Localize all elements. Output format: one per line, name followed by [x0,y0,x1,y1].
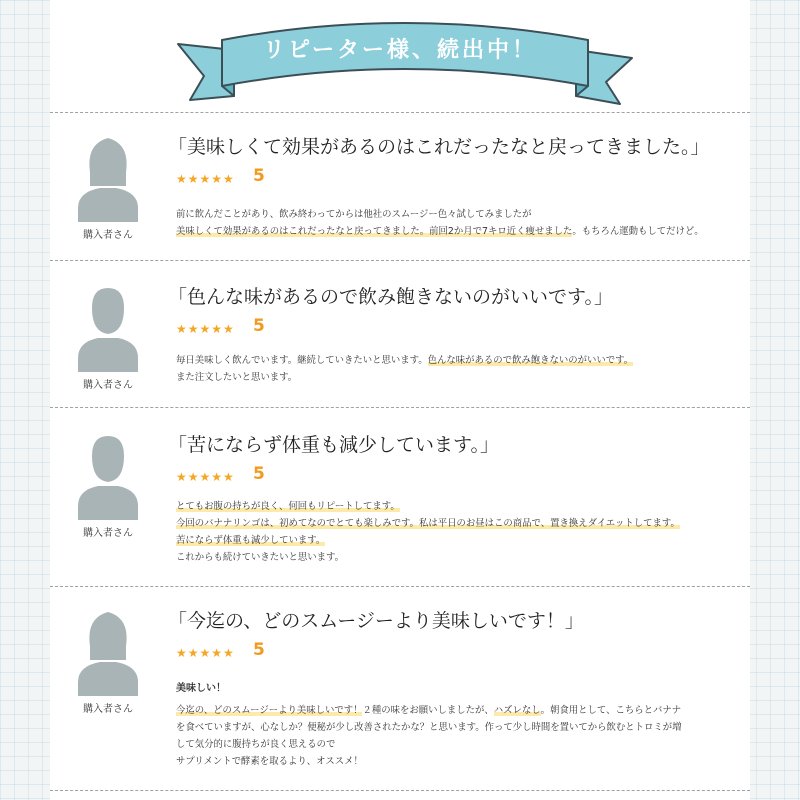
rating-score: 5 [253,166,265,186]
review-card [50,606,750,786]
rating-score: 5 [253,640,265,660]
review-body [176,352,746,386]
highlighted-text: 苦にならず体重も減少しています。 [176,535,326,546]
review-line [176,352,746,369]
review-line [176,498,746,515]
review-text: 毎日美味しく飲んでいます。継続していきたいと思います。 [176,355,428,366]
divider [50,790,750,791]
star-rating-icon: ★★★★★ [176,470,235,484]
divider [50,260,750,261]
review-card [50,132,750,252]
review-line [176,702,746,719]
review-lead: 美味しい！ [176,683,226,694]
man-silhouette-icon [76,282,140,372]
review-line [176,515,746,532]
review-text: 。朝食用として、こちらとバナナ [540,705,682,716]
man-silhouette-icon [76,430,140,520]
review-headline: 「美味しくて効果があるのはこれだったなと戻ってきました。」 [168,136,710,158]
review-text: サプリメントで酵素を取るより、オススメ！ [176,756,363,767]
reviewer-name: 購入者さん [83,704,133,715]
review-line [176,206,746,223]
woman-silhouette-icon [76,132,140,222]
review-body [176,498,746,566]
highlighted-text: 色んな味があるので飲み飽きないのがいいです。 [427,355,634,366]
review-line [176,719,746,736]
review-body [176,206,746,240]
review-headline: 「苦にならず体重も減少しています。」 [168,434,499,456]
star-rating-icon: ★★★★★ [176,646,235,660]
divider [50,112,750,113]
review-line [176,223,746,240]
reviewer-name: 購入者さん [83,528,133,539]
review-line [176,532,746,549]
review-text: を食べていますが、心なしか？便秘が少し改善されたかな？と思います。作って少し時間を置いてから飲むとトロミが増 [176,722,682,733]
rating-score: 5 [253,316,265,336]
review-card [50,430,750,580]
woman-silhouette-icon [76,606,140,696]
review-text: また注文したいと思います。 [176,372,298,383]
highlighted-text: ハズレなし [493,705,541,716]
reviewer-name: 購入者さん [83,380,133,391]
review-text: ２種の味をお願いしましたが、 [362,705,494,716]
review-card [50,282,750,397]
review-text: 。もちろん運動もしてだけど。 [572,226,704,237]
reviewer-name: 購入者さん [83,230,133,241]
highlighted-text: とてもお腹の持ちが良く、何回もリピートしてます。 [176,501,400,512]
review-line [176,549,746,566]
highlighted-text: 今回のバナナリンゴは、初めてなのでとても楽しみです。私は平日のお昼はこの商品で、置き換えダイエットしてます。 [176,518,680,529]
review-body [176,702,746,770]
highlighted-text: 美味しくて効果があるのはこれだったなと戻ってきました。 [176,226,430,237]
review-text: して気分的に腹持ちが良く思えるので [176,739,336,750]
highlighted-text: 前回2か月で7キロ近く痩せました [429,226,573,237]
star-rating-icon: ★★★★★ [176,322,235,336]
review-headline: 「今迄の、どのスムージーより美味しいです！」 [168,610,584,632]
banner-title: リピーター様、続出中！ [262,37,538,63]
review-line [176,736,746,753]
review-line [176,369,746,386]
highlighted-text: 今迄の、どのスムージーより美味しいです！ [176,705,363,716]
review-line [176,753,746,770]
divider [50,407,750,408]
review-text: これからも続けていきたいと思います。 [176,552,345,563]
review-text: 前に飲んだことがあり、飲み終わってからは他社のスムージー色々試してみましたが [176,209,532,220]
rating-score: 5 [253,464,265,484]
divider [50,586,750,587]
star-rating-icon: ★★★★★ [176,172,235,186]
review-headline: 「色んな味があるので飲み飽きないのがいいです。」 [168,286,613,308]
